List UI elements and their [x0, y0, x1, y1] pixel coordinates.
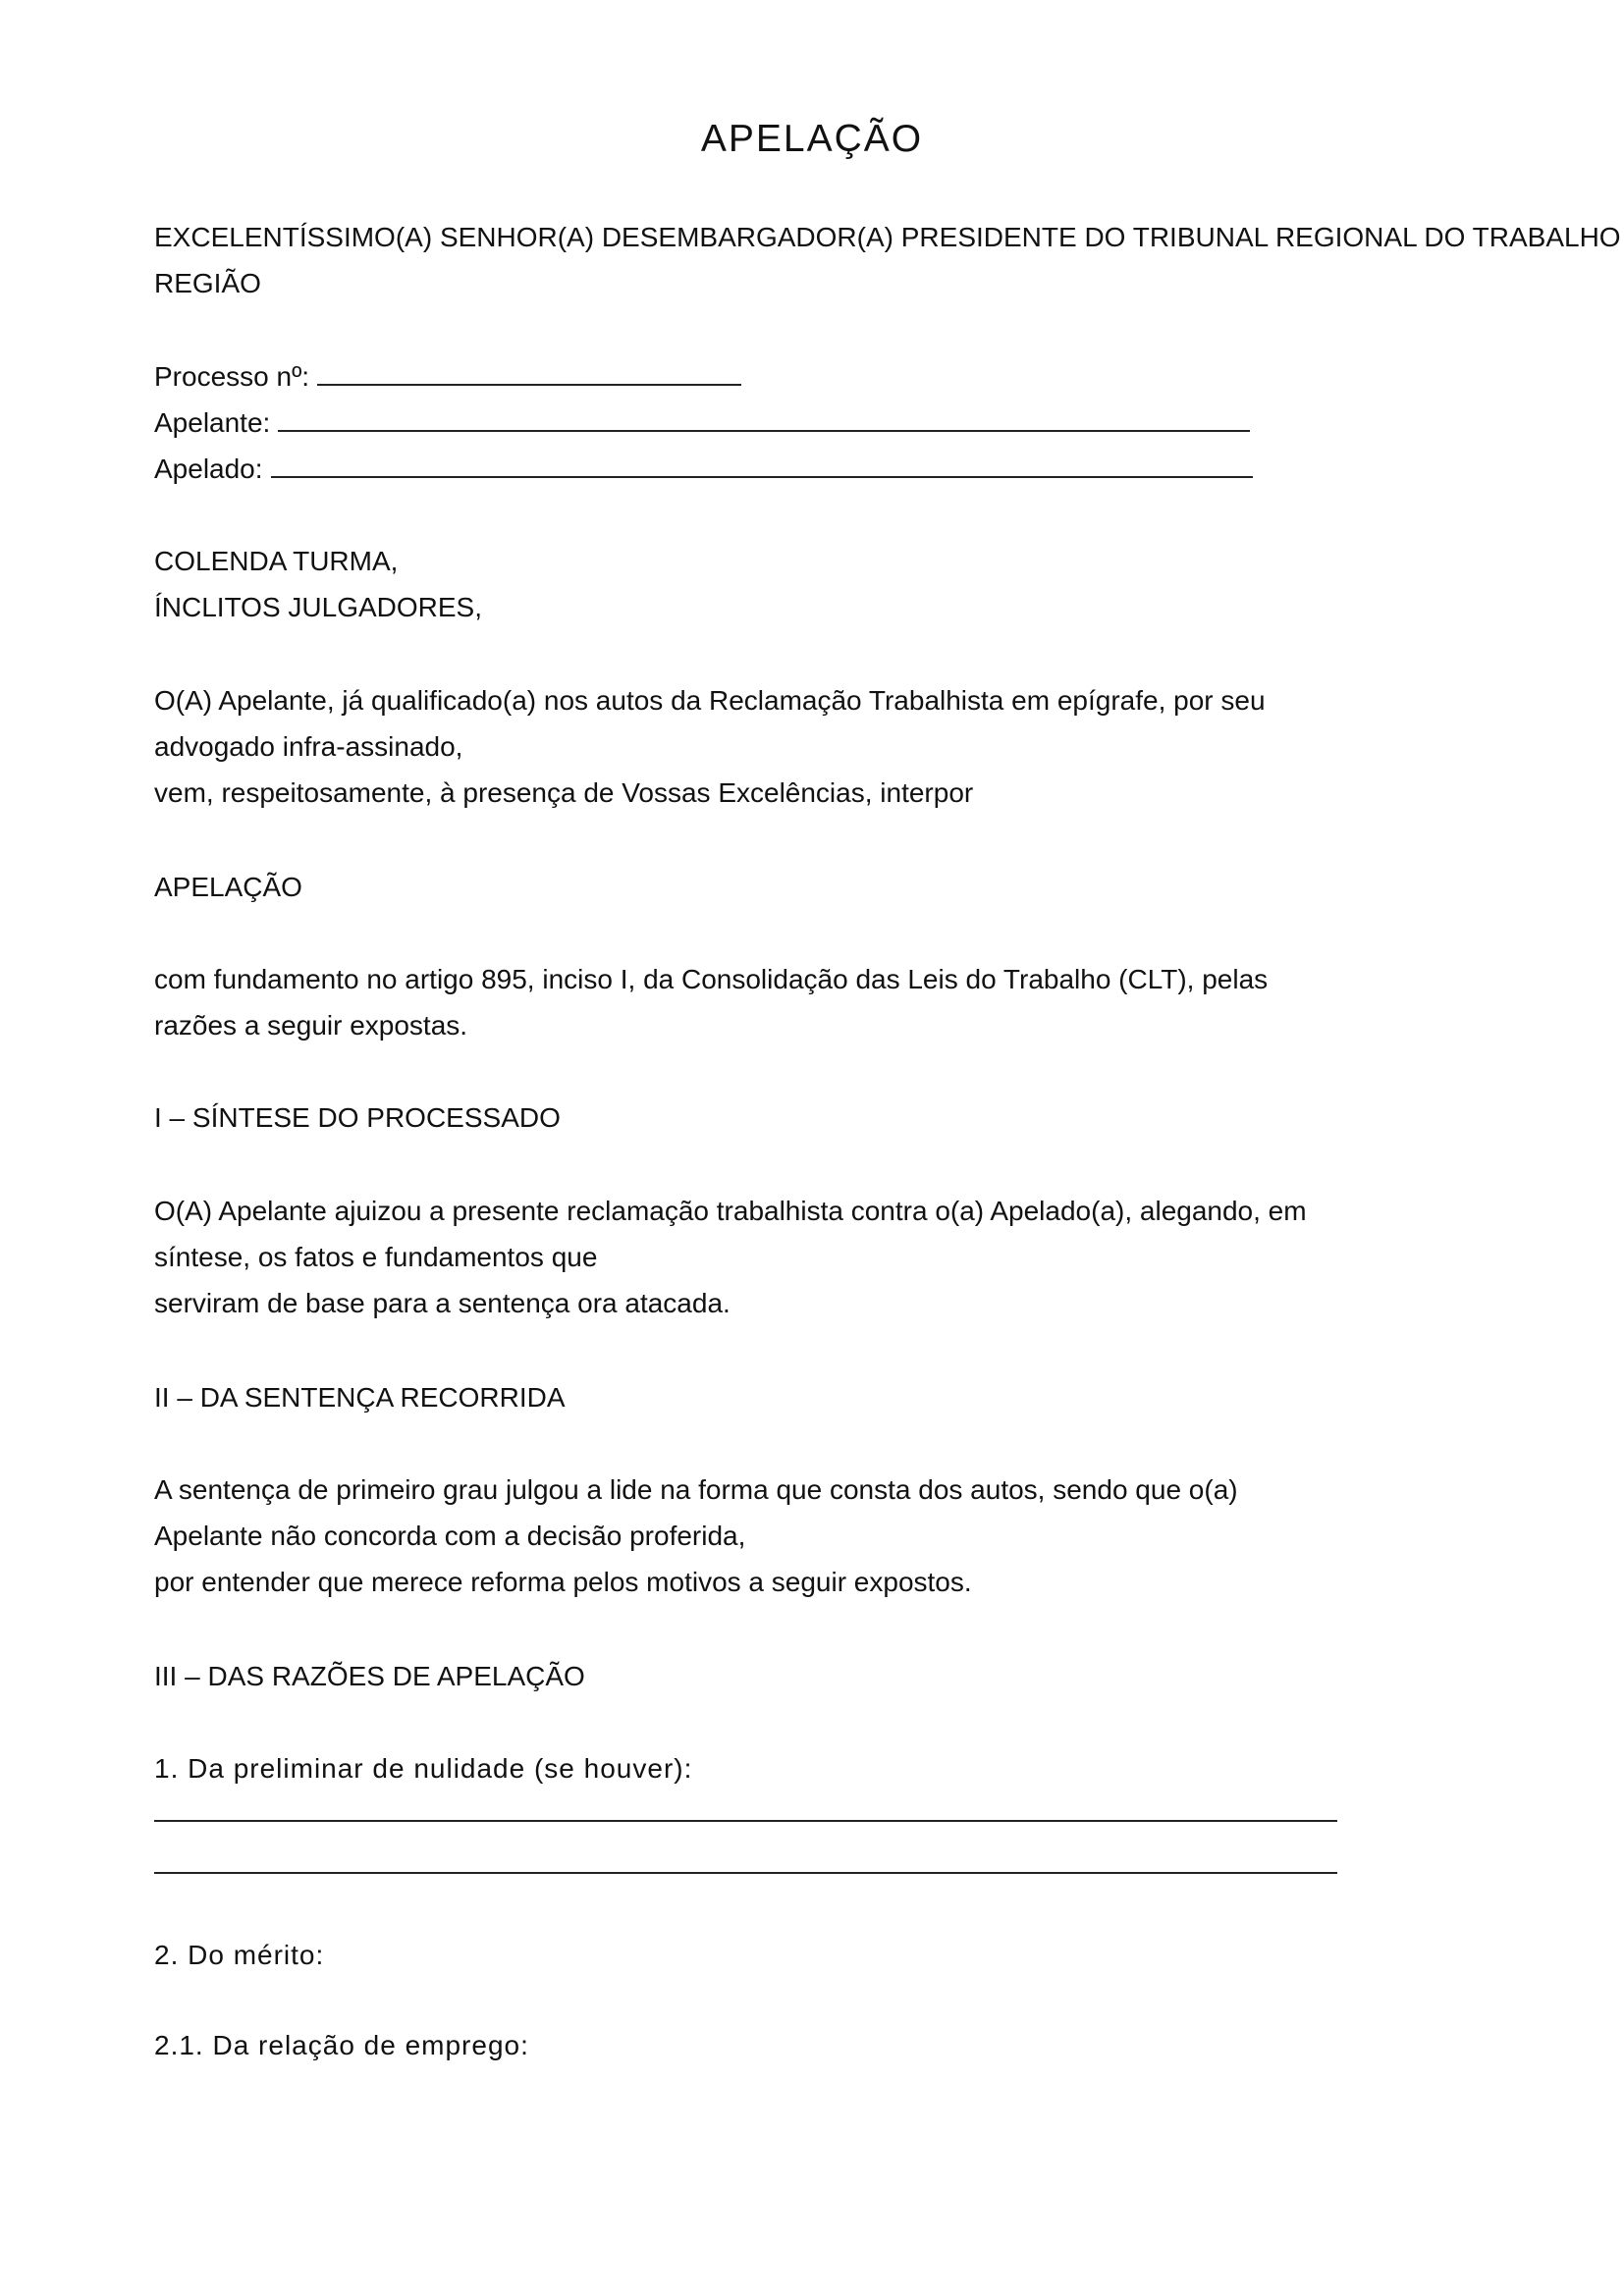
intro-line-1: O(A) Apelante, já qualificado(a) nos autos da Reclamação Trabalhista em epígrafe, por seu — [154, 685, 1266, 716]
salutation-line-1: COLENDA TURMA, — [154, 546, 399, 576]
addressee — [154, 214, 1621, 306]
apelante-field — [154, 400, 1253, 446]
section-2-line-1: A sentença de primeiro grau julgou a lide na forma que consta dos autos, sendo que o(a) — [154, 1474, 1238, 1505]
document-title: APELAÇÃO — [700, 118, 924, 160]
addressee-line-1: EXCELENTÍSSIMO(A) SENHOR(A) DESEMBARGADOR(A) PRESIDENTE DO TRIBUNAL REGIONAL DO TRABALHO — [154, 222, 1621, 252]
section-1-line-3: serviram de base para a sentença ora atacada. — [154, 1288, 731, 1318]
processo-label: Processo nº: — [154, 361, 310, 392]
fill-line-1 — [154, 1820, 1337, 1822]
apelado-label: Apelado: — [154, 454, 263, 484]
intro-paragraph — [154, 677, 1266, 816]
section-3-heading: III – DAS RAZÕES DE APELAÇÃO — [154, 1661, 585, 1691]
section-1-line-1: O(A) Apelante ajuizou a presente reclamação trabalhista contra o(a) Apelado(a), alegando, em — [154, 1196, 1307, 1226]
intro-line-2: advogado infra-assinado, — [154, 731, 463, 762]
section-2-heading: II – DA SENTENÇA RECORRIDA — [154, 1382, 566, 1413]
section-1-line-2: síntese, os fatos e fundamentos que — [154, 1242, 598, 1272]
fill-line-2 — [154, 1872, 1337, 1874]
section-2-paragraph — [154, 1467, 1238, 1605]
processo-blank — [317, 356, 741, 386]
section-2-line-3: por entender que merece reforma pelos motivos a seguir expostos. — [154, 1567, 972, 1597]
addressee-line-2: REGIÃO — [154, 268, 261, 298]
salutation-line-2: ÍNCLITOS JULGADORES, — [154, 592, 483, 622]
section-2-line-2: Apelante não concorda com a decisão proferida, — [154, 1521, 746, 1551]
salutation — [154, 538, 482, 630]
apelante-label: Apelante: — [154, 407, 271, 438]
fundamento-line-1: com fundamento no artigo 895, inciso I, da Consolidação das Leis do Trabalho (CLT), pelas — [154, 964, 1269, 994]
apelado-field — [154, 446, 1253, 492]
apelacao-label: APELAÇÃO — [154, 872, 302, 902]
item-2-1-relacao-emprego: 2.1. Da relação de emprego: — [154, 2030, 529, 2060]
section-1-heading: I – SÍNTESE DO PROCESSADO — [154, 1102, 561, 1133]
apelante-blank — [278, 402, 1250, 432]
section-1-paragraph — [154, 1188, 1307, 1326]
processo-field — [154, 353, 1253, 400]
fundamento-line-2: razões a seguir expostas. — [154, 1010, 468, 1041]
fundamento-paragraph — [154, 956, 1268, 1048]
intro-line-3: vem, respeitosamente, à presença de Vossas Excelências, interpor — [154, 777, 974, 808]
case-fields — [154, 353, 1253, 492]
item-1-preliminar: 1. Da preliminar de nulidade (se houver): — [154, 1753, 693, 1784]
item-2-merito: 2. Do mérito: — [154, 1940, 325, 1970]
apelado-blank — [271, 449, 1253, 478]
